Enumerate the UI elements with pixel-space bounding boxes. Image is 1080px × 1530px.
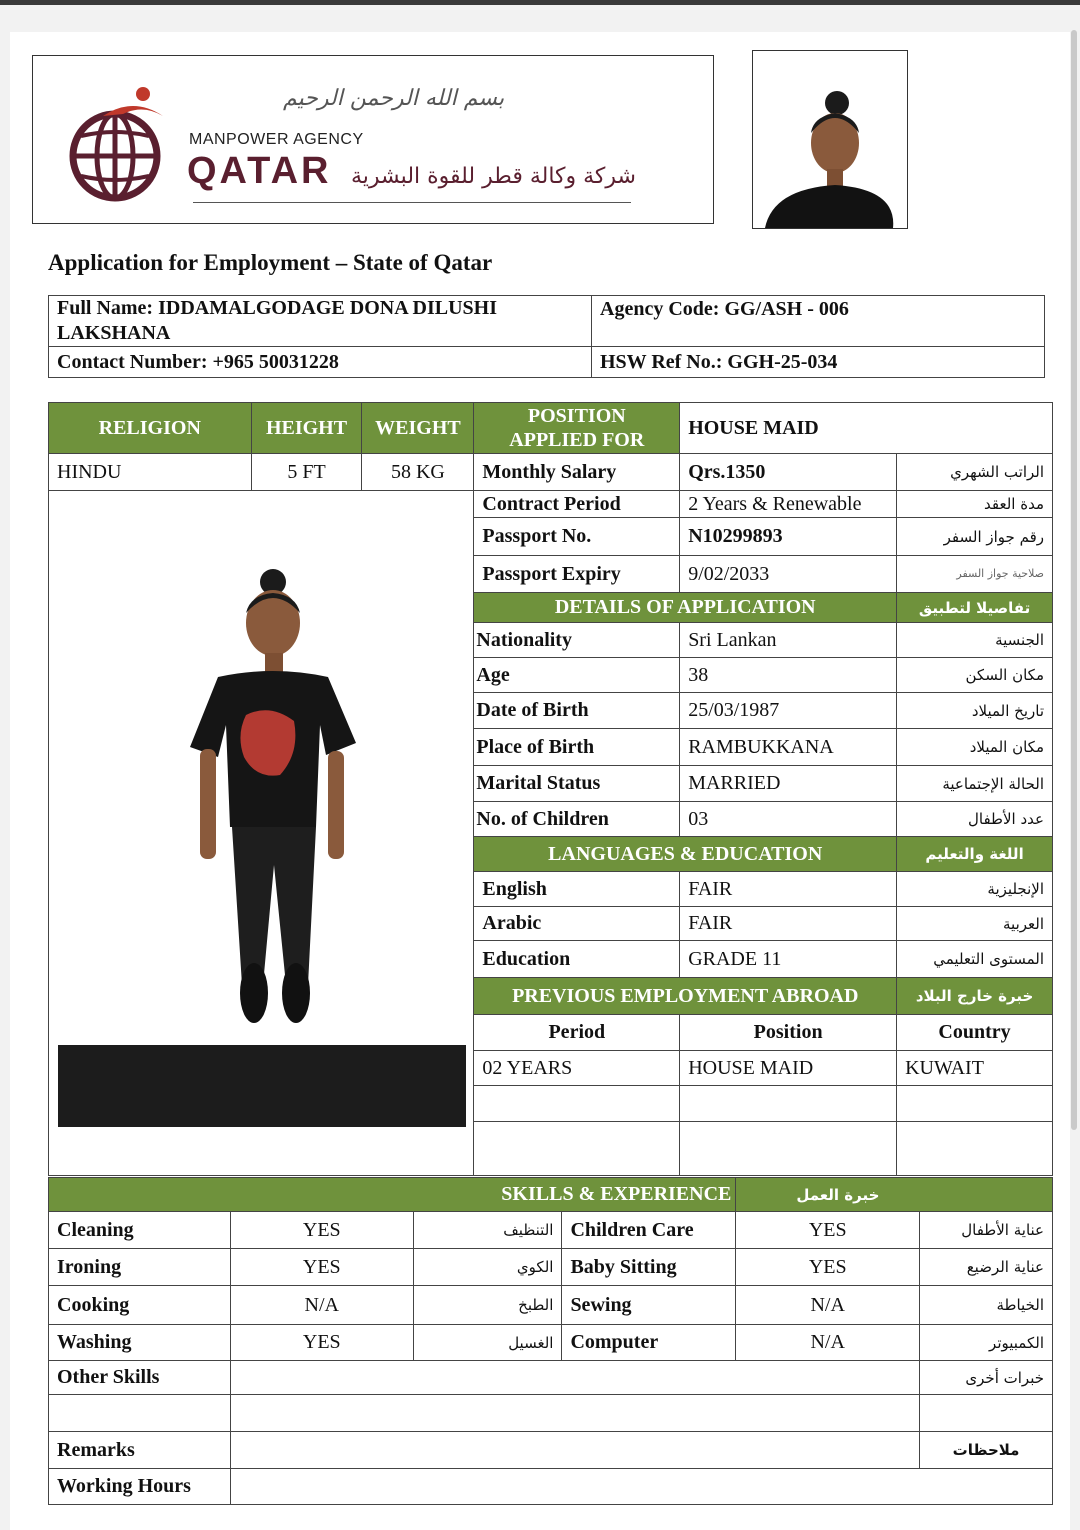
- skills-table: [48, 1177, 1053, 1505]
- other-skills-empty: [49, 1395, 231, 1432]
- height-value: 5 FT: [251, 454, 362, 491]
- contract-value: Qrs.1350: [680, 454, 897, 491]
- other-skills-label-arabic: خبرات أخرى: [920, 1361, 1053, 1395]
- skill-label: Ironing: [49, 1249, 231, 1286]
- application-title: Application for Employment – State of Qatar: [48, 250, 493, 275]
- skill-label-arabic: الكمبيوتر: [920, 1325, 1053, 1361]
- applicant-info-table: [48, 295, 1045, 378]
- passport-photo: [752, 50, 908, 229]
- portrait-image: [753, 51, 907, 228]
- employment-period: 02 YEARS: [474, 1051, 680, 1086]
- contract-value: 9/02/2033: [680, 556, 897, 593]
- skill-label-arabic: عناية الأطفال: [920, 1212, 1053, 1249]
- detail-label: Place of Birth: [474, 729, 680, 766]
- skill-label: Sewing: [562, 1286, 736, 1325]
- contract-label: Passport No.: [474, 518, 680, 556]
- logo-divider: [193, 202, 631, 203]
- detail-label-arabic: مكان الميلاد: [897, 729, 1053, 766]
- detail-label-arabic: تاريخ الميلاد: [897, 693, 1053, 729]
- scrollbar[interactable]: [1071, 30, 1077, 1130]
- contract-label-arabic: صلاحية جواز السفر: [897, 556, 1053, 593]
- contract-label-arabic: مدة العقد: [897, 491, 1053, 518]
- agency-name-arabic: شركة وكالة قطر للقوة البشرية: [351, 164, 636, 189]
- language-label: English: [474, 872, 680, 907]
- employment-country: KUWAIT: [897, 1051, 1053, 1086]
- detail-value: 03: [680, 802, 897, 837]
- contact-value: +965 50031228: [212, 350, 339, 373]
- skill-value: N/A: [230, 1286, 413, 1325]
- skill-label: Cleaning: [49, 1212, 231, 1249]
- skill-label: Computer: [562, 1325, 736, 1361]
- contract-value: 2 Years & Renewable: [680, 491, 897, 518]
- weight-header: WEIGHT: [362, 403, 474, 454]
- language-label-arabic: المستوى التعليمي: [897, 941, 1053, 978]
- employment-empty-cell: [680, 1086, 897, 1122]
- language-label: Education: [474, 941, 680, 978]
- language-label-arabic: الإنجليزية: [897, 872, 1053, 907]
- language-value: FAIR: [680, 907, 897, 941]
- working-hours-label: Working Hours: [49, 1469, 231, 1505]
- detail-label-arabic: عدد الأطفال: [897, 802, 1053, 837]
- remarks-value: [230, 1432, 919, 1469]
- height-header: HEIGHT: [251, 403, 362, 454]
- details-section-header-arabic: تفاصيلا لتطبيق: [897, 593, 1053, 623]
- agency-code-value: GG/ASH - 006: [724, 298, 849, 320]
- religion-value: HINDU: [49, 454, 252, 491]
- weight-value: 58 KG: [362, 454, 474, 491]
- contact-label: Contact Number:: [57, 350, 208, 373]
- hsw-ref-value: GGH-25-034: [727, 350, 838, 373]
- employment-empty-cell: [680, 1122, 897, 1176]
- agency-code-cell: [592, 296, 1045, 347]
- detail-label: Date of Birth: [474, 693, 680, 729]
- skill-label-arabic: عناية الرضيع: [920, 1249, 1053, 1286]
- employment-section-header-arabic: خبرة خارج البلاد: [897, 978, 1053, 1015]
- skill-label-arabic: الطبخ: [413, 1286, 562, 1325]
- full-name-cell: [49, 296, 592, 347]
- language-label-arabic: العربية: [897, 907, 1053, 941]
- position-header: POSITION APPLIED FOR: [474, 403, 680, 454]
- employment-section-header: PREVIOUS EMPLOYMENT ABROAD: [474, 978, 897, 1015]
- remarks-label-arabic: ملاحظات: [920, 1432, 1053, 1469]
- contract-label-arabic: الراتب الشهري: [897, 454, 1053, 491]
- detail-label-arabic: الحالة الإجتماعية: [897, 766, 1053, 802]
- skill-label-arabic: الخياطة: [920, 1286, 1053, 1325]
- detail-label: Age: [474, 658, 680, 693]
- full-body-photo: [58, 565, 466, 1127]
- full-name-value: IDDAMALGODAGE DONA DILUSHI LAKSHANA: [57, 297, 498, 344]
- employment-col-country: Country: [897, 1015, 1053, 1051]
- skill-value: N/A: [736, 1286, 920, 1325]
- skill-label: Washing: [49, 1325, 231, 1361]
- skill-label: Cooking: [49, 1286, 231, 1325]
- employment-empty-cell: [897, 1086, 1053, 1122]
- agency-logo-box: [32, 55, 714, 224]
- detail-value: MARRIED: [680, 766, 897, 802]
- detail-label-arabic: مكان السكن: [897, 658, 1053, 693]
- employment-position: HOUSE MAID: [680, 1051, 897, 1086]
- contact-number-cell: [49, 347, 592, 378]
- detail-value: RAMBUKKANA: [680, 729, 897, 766]
- employment-col-period: Period: [474, 1015, 680, 1051]
- contract-label: Monthly Salary: [474, 454, 680, 491]
- skill-label-arabic: الكوي: [413, 1249, 562, 1286]
- agency-code-label: Agency Code:: [600, 298, 720, 320]
- detail-value: Sri Lankan: [680, 623, 897, 658]
- position-value: HOUSE MAID: [680, 403, 1053, 454]
- agency-name: QATAR: [187, 150, 332, 192]
- bismillah-calligraphy: بسم الله الرحمن الرحيم: [283, 86, 505, 111]
- hsw-ref-cell: [592, 347, 1045, 378]
- skill-value: YES: [230, 1325, 413, 1361]
- contract-label-arabic: رقم جواز السفر: [897, 518, 1053, 556]
- remarks-label: Remarks: [49, 1432, 231, 1469]
- skill-value: YES: [736, 1212, 920, 1249]
- skill-value: N/A: [736, 1325, 920, 1361]
- skill-label: Children Care: [562, 1212, 736, 1249]
- skill-label-arabic: التنظيف: [413, 1212, 562, 1249]
- contract-label: Passport Expiry: [474, 556, 680, 593]
- religion-header: RELIGION: [49, 403, 252, 454]
- skills-section-header: SKILLS & EXPERIENCE: [49, 1178, 736, 1212]
- employment-col-position: Position: [680, 1015, 897, 1051]
- contract-value: N10299893: [680, 518, 897, 556]
- detail-label-arabic: الجنسية: [897, 623, 1053, 658]
- other-skills-empty: [920, 1395, 1053, 1432]
- employment-empty-cell: [474, 1122, 680, 1176]
- detail-label: Marital Status: [474, 766, 680, 802]
- full-name-label: Full Name:: [57, 297, 154, 319]
- employment-empty-cell: [474, 1086, 680, 1122]
- other-skills-value: [230, 1361, 919, 1395]
- language-label: Arabic: [474, 907, 680, 941]
- skill-value: YES: [230, 1249, 413, 1286]
- agency-label: MANPOWER AGENCY: [189, 131, 364, 148]
- detail-label: No. of Children: [474, 802, 680, 837]
- language-value: FAIR: [680, 872, 897, 907]
- other-skills-label: Other Skills: [49, 1361, 231, 1395]
- globe-logo-icon: [63, 86, 173, 206]
- other-skills-empty: [230, 1395, 919, 1432]
- hsw-ref-label: HSW Ref No.:: [600, 350, 723, 373]
- languages-section-header: LANGUAGES & EDUCATION: [474, 837, 897, 872]
- contract-label: Contract Period: [474, 491, 680, 518]
- skill-value: YES: [736, 1249, 920, 1286]
- detail-label: Nationality: [474, 623, 680, 658]
- skills-section-header-arabic: خبرة العمل: [736, 1178, 1053, 1212]
- employment-empty-cell: [897, 1122, 1053, 1176]
- details-section-header: DETAILS OF APPLICATION: [474, 593, 897, 623]
- detail-value: 25/03/1987: [680, 693, 897, 729]
- working-hours-value: [230, 1469, 1052, 1505]
- languages-section-header-arabic: اللغة والتعليم: [897, 837, 1053, 872]
- detail-value: 38: [680, 658, 897, 693]
- skill-value: YES: [230, 1212, 413, 1249]
- language-value: GRADE 11: [680, 941, 897, 978]
- skill-label-arabic: الغسيل: [413, 1325, 562, 1361]
- skill-label: Baby Sitting: [562, 1249, 736, 1286]
